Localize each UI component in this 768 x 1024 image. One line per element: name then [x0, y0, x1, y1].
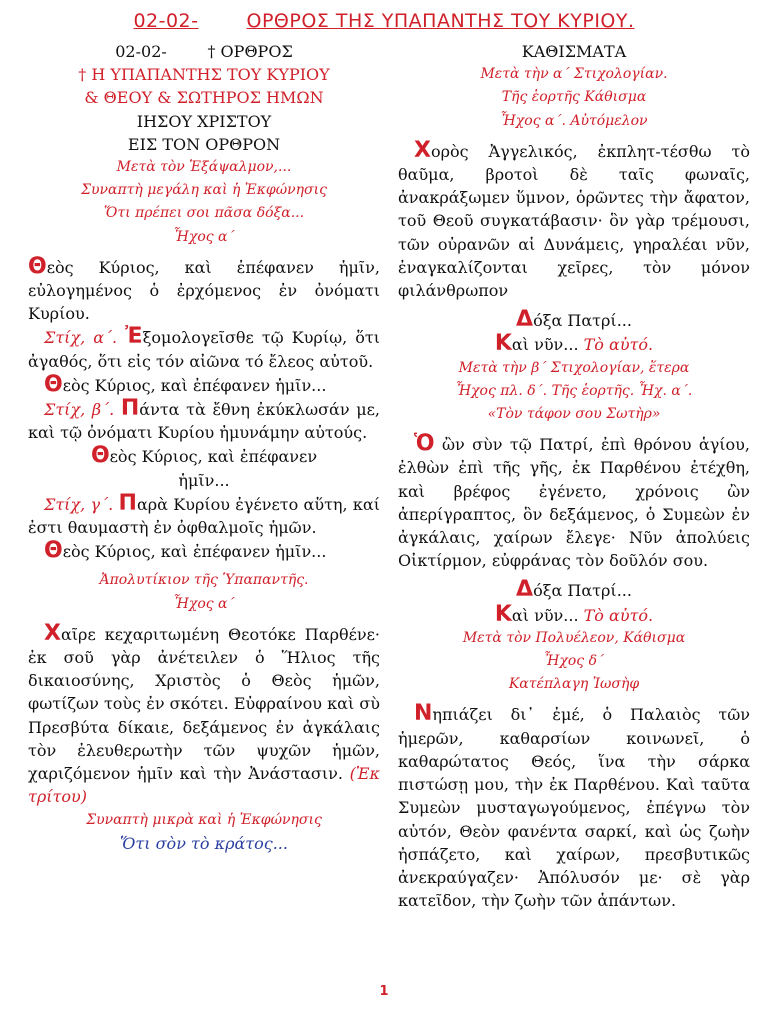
verse-label: Στίχ, α΄.	[44, 328, 118, 348]
left-column	[28, 40, 380, 855]
verse-text: άντα τὰ ἔθνη ἐκύκλωσάν με, καὶ τῷ ὀνόματι Κυρίου ἠμυνάμην αὐτούς.	[28, 400, 381, 443]
rubric-ekphonesis: Ὅτι πρέπει σοι πᾶσα δόξα...	[103, 205, 305, 222]
o-on-syn-hymn	[398, 432, 750, 572]
same-note: Τὸ αὐτό.	[583, 605, 654, 625]
same-note: Τὸ αὐτό.	[583, 335, 654, 355]
rubric-tone-1b: Ἦχος α΄	[173, 595, 235, 612]
kai-nyn-text: αὶ νῦν...	[511, 335, 579, 355]
right-column	[398, 40, 750, 912]
theos-kyrios-refrain-2	[28, 444, 380, 491]
left-heading-2: † Η ΥΠΑΠΑΝΤΗΣ ΤΟΥ ΚΥΡΙΟΥ	[78, 65, 330, 85]
hymn-text: ηπιάζει δι᾽ ἐμέ, ὁ Παλαιὸς τῶν ἡμερῶν, καθαρσίων κοινωνεῖ, ὁ καθαρώτατος Θεός, ἵνα τὴν σάρκα πιστώσῃ μου, τὴν ἐκ Παρθένου. Καὶ ταῦτα Συμεὼν μυσταγωγούμενος, ἐπέγνω τὸν αὐτόν, Θεὸν φανέντα σαρκί, καὶ ὡς ζωὴν ἠσπάζετο, καὶ χαίρων, πρεσβυτικῶς ἀνεκραύγαζεν· Ἀπόλυσόν με· σὲ γὰρ κατεῖδον, τὴν ζωὴν τῶν ἁπάντων.	[398, 705, 750, 911]
doxa-text: όξα Πατρί...	[533, 311, 632, 331]
rubric-apolytikion: Ἀπολυτίκιον τῆς Ὑπαπαντῆς.	[99, 572, 309, 589]
kai-nyn-text: αὶ νῦν...	[511, 605, 579, 625]
drop-cap: Χ	[414, 137, 431, 163]
verse-text: ξομολογεῖσθε τῷ Κυρίῳ, ὅτι ἀγαθός, ὅτι εἰς τόν αἰῶνα τό ἔλεος αὐτοῦ.	[28, 328, 381, 371]
drop-cap: Θ	[44, 371, 63, 397]
rubric-polyeleos: Μετὰ τὸν Πολυέλεον, Κάθισμα	[462, 629, 686, 646]
rubric-tone-1: Ἦχος α΄	[173, 228, 235, 245]
verse-1	[28, 325, 380, 372]
refrain-text-end: ἡμῖν...	[178, 470, 230, 490]
rubric-second-stichology: Μετὰ τὴν β΄ Στιχολογίαν, ἕτερα	[458, 359, 690, 376]
verse-text: αρὰ Κυρίου ἐγένετο αὕτη, καί ἐστι θαυμαστὴ ἐν ὀφθαλμοῖς ἡμῶν.	[28, 494, 381, 538]
drop-cap: Ν	[414, 701, 433, 727]
drop-cap: Θ	[28, 253, 47, 279]
drop-cap: Δ	[516, 307, 534, 333]
verse-3	[28, 492, 380, 539]
page-header	[0, 10, 768, 32]
kathismata-heading: ΚΑΘΙΣΜΑΤΑ	[521, 42, 627, 61]
drop-cap: Θ	[44, 538, 63, 564]
nipiazei-hymn	[398, 702, 750, 912]
left-heading-1: 02-02- † ΟΡΘΡΟΣ	[115, 42, 293, 61]
rubric-tone-4: Ἦχος δ΄	[544, 653, 604, 670]
drop-cap: Ἐ	[125, 324, 143, 350]
left-heading-5: ΕΙΣ ΤΟΝ ΟΡΘΡΟΝ	[127, 134, 281, 154]
rubric-model-melody: «Τὸν τάφον σου Σωτὴρ»	[487, 406, 661, 423]
theos-kyrios-paragraph	[28, 255, 380, 326]
apolytikion-text	[28, 622, 380, 809]
kai-nyn-2	[398, 603, 750, 627]
repeat-note: (Ἐκ τρίτου)	[28, 764, 381, 807]
doxa-patri-2	[398, 578, 750, 602]
rubric-first-stichology: Μετὰ τὴν α΄ Στιχολογίαν.	[480, 66, 668, 83]
rubric-tone-automelon: Ἦχος α΄. Αὐτόμελον	[500, 112, 648, 129]
drop-cap: Π	[118, 490, 137, 516]
hymn-text: ὢν σὺν τῷ Πατρί, ἐπὶ θρόνου ἁγίου, ἐλθὼν ἐπὶ τῆς γῆς, ἐκ Παρθένου ἐτέχθη, καὶ βρέφος ἐγένετο, χρόνοις ὢν ἀπερίγραπτος, ὃν δεξάμενος, ὁ Συμεὼν ἐν ἀγκάλαις, χαίρων ἔλεγε· Νῦν ἀπολύεις Οἰκτίρμον, εὐφράνας τὸν δοῦλόν σου.	[398, 435, 750, 571]
theos-kyrios-refrain-1	[28, 373, 380, 397]
rubric-great-litany: Συναπτὴ μεγάλη καὶ ἡ Ἐκφώνησις	[81, 182, 327, 199]
drop-cap: Θ	[90, 443, 110, 469]
drop-cap: Χ	[44, 620, 61, 646]
drop-cap: Δ	[516, 577, 534, 603]
refrain-text: εὸς Κύριος, καὶ ἐπέφανεν	[109, 447, 318, 467]
kai-nyn-1	[398, 332, 750, 356]
header-code: 02-02-	[133, 10, 199, 32]
verse-label: Στίχ, β΄.	[44, 400, 115, 420]
theos-kyrios-refrain-3	[28, 539, 380, 563]
verse-2	[28, 397, 380, 444]
rubric-small-litany: Συναπτὴ μικρὰ καὶ ἡ Ἐκφώνησις	[86, 811, 322, 828]
doxa-patri-1	[398, 308, 750, 332]
rubric-hexapsalm: Μετὰ τὸν Ἑξάψαλμον,...	[116, 159, 292, 176]
left-heading-3: & ΘΕΟΥ & ΣΩΤΗΡΟΣ ΗΜΩΝ	[84, 88, 324, 108]
paragraph-text: εὸς Κύριος, καὶ ἐπέφανεν ἡμῖν, εὐλογημένος ὁ ἐρχόμενος ἐν ὀνόματι Κυρίου.	[28, 257, 380, 324]
hymn-text: ορὸς Ἀγγελικός, ἐκπλητ-τέσθω τὸ θαῦμα, βροτοὶ δὲ ταῖς φωναῖς, ἀνακράξωμεν ὕμνον, ὁρῶντες τὴν ἄφατον, τοῦ Θεοῦ συγκατάβασιν· ὃν γὰρ τρέμουσι, τῶν οὐρανῶν αἱ Δυνάμεις, γηραλέαι νῦν, ἐναγκαλίζονται χεῖρες, τὸν μόνον φιλάνθρωπον	[398, 141, 750, 301]
drop-cap: Κ	[494, 601, 512, 627]
drop-cap: Π	[120, 396, 140, 422]
verse-label: Στίχ, γ΄.	[44, 494, 114, 514]
page-number: 1	[379, 984, 389, 999]
rubric-tone-pl4: Ἦχος πλ. δ΄. Τῆς ἑορτῆς. Ἦχ. α΄.	[455, 382, 693, 399]
drop-cap: Κ	[494, 331, 512, 357]
refrain-text: εὸς Κύριος, καὶ ἐπέφανεν ἡμῖν...	[62, 542, 327, 562]
ekphonesis-text: Ὅτι σὸν τὸ κράτος...	[120, 833, 288, 853]
rubric-feast-kathisma: Τῆς ἑορτῆς Κάθισμα	[501, 89, 647, 106]
doxa-text: όξα Πατρί...	[533, 581, 632, 601]
refrain-text: εὸς Κύριος, καὶ ἐπέφανεν ἡμῖν...	[62, 375, 327, 395]
left-heading-4: ΙΗΣΟΥ ΧΡΙΣΤΟΥ	[136, 111, 272, 131]
choros-angelikos-hymn	[398, 139, 750, 302]
rubric-katheplagi: Κατέπλαγη Ἰωσὴφ	[508, 676, 640, 693]
hymn-text: αῖρε κεχαριτωμένη Θεοτόκε Παρθένε· ἐκ σοῦ γὰρ ἀνέτειλεν ὁ Ἥλιος τῆς δικαιοσύνης, Χριστὸς ὁ Θεὸς ἡμῶν, φωτίζων τοὺς ἐν σκότει. Εὐφραίνου καὶ σὺ Πρεσβύτα δίκαιε, δεξάμενος ἐν ἀγκάλαις τὸν ἐλευθερωτὴν τῶν ψυχῶν ἡμῶν, χαριζόμενον ἡμῖν καὶ τὴν Ἀνάστασιν.	[28, 624, 380, 784]
header-title: ΟΡΘΡΟΣ ΤΗΣ ΥΠΑΠΑΝΤΗΣ ΤΟΥ ΚΥΡΙΟΥ.	[246, 10, 635, 32]
drop-cap: Ὁ	[414, 431, 435, 457]
